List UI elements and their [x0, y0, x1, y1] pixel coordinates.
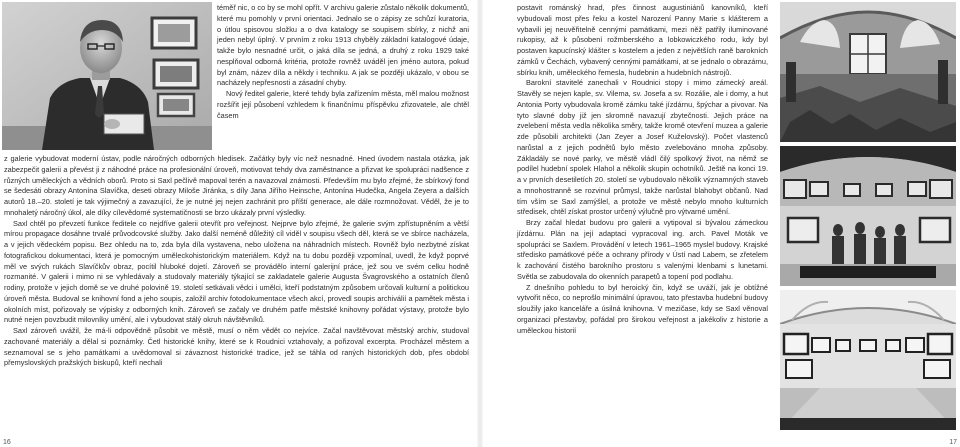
- left-top-column: [217, 3, 469, 121]
- left-paragraph-2: Nový ředitel galerie, které tehdy byla zařízením města, měl malou možnost rozšířit její působení vzhledem k finančnímu příspěvku zřizovatele, ale chtěl časem: [217, 89, 469, 120]
- construction-photo: [780, 2, 956, 142]
- left-wide-paragraph-2: Saxl chtěl po převzetí funkce ředitele co nejdříve galerii otevřít pro veřejnost. Nejprve bylo zřejmé, že galerie svým zpřístupněním a větší mírou propagace dosáhne trvalé průvodcovské služby. Jako další neméně důležitý cíl viděl v soupisu všech děl, která se ve sbírce nacházela, a v jejich vědeckém popisu. Bez ohledu na to, zda byla díla vystavena, nebo uložena na náhradních místech. Rovněž bylo nezbytné získat fotografickou dokumentaci, která je pomocným uměleckohistorickým materiálem. Když na tu dobu později vzpomínal, uvedl, že když poprvé měl ve svých rukách Slavíčkův obraz, pocítil hluboké dojetí. Zároveň se provádělo interní galerijní práce, jež sou ve svém celku hodně rozmanité. V galerii i mimo ni se vyhledávaly a studovaly materiály týkající se zakladatele galerie Augusta Švagrovského a ostatních členů rodiny, protože v jejich domě se ve druhé polovině 19. století setkávali vědci i umělci, kteří podstatným způsobem určovali kulturní a politickou úroveň města. Budoval se knihovní fond a jeho soupis, založil archiv fotodokumentace všech akcí, provedl soupis archiválií a pamětek města i okolních míst, pořizovaly se výpisky z odborných knih. Zároveň se začaly ve druhém patře městské knihovny pořádat výstavy, protože bylo nutné nejen povzbudit milovníky umění, ale i vybudovat stálý okruh návštěvníků.: [4, 218, 469, 325]
- exhibition-visitors-photo: [780, 146, 956, 286]
- right-column: [517, 3, 768, 336]
- right-paragraph-2: Barokní stavitelé zanechali v Roudnici stopy i mimo zámecký areál. Stavěly se nejen kaple, sv. Vilema, sv. Josefa a sv. Rozálie, ale i domy, a hut Antonia Porty vybudovala kromě zámku také jízdárnu, špýchar a pivovar. Na tyto slavné doby již jen skromně navazují zbytečnosti. Jejich práce na zvelebení města vedla několika směry, takže kromě otevření muzea a galerie zde působili architekti (Jan Zeyer a Josef Kuželovský). Počet vlastenců narůstal a z jejich podnětů bylo město zvelebováno mnoha způsoby. Základály se nové parky, ve městě vládl čilý spolkový život, na němž se podílel hudební spolek Hlahol a několik skupin ochotníků. Ještě na konci 19. a v prvních desetiletích 20. století se vybudovalo několik významných staveb a mnohostranně se rozvinul průmysl, takže narůstal blahobyt občanů. Nad tím vším se Saxl zamýšlel, a protože ve městě nebylo mnoho kulturních středisek, chtěl získat prostor určený výlučně pro výtvarné umění.: [517, 78, 768, 217]
- page-number-right: 17: [949, 439, 957, 446]
- right-paragraph-1: postavit románský hrad, přes činnost augustiniánů kanovníků, kteří vybudovali most přes řeku a kostel Narození Panny Marie s klášterem a vybavili jej neuvěřitelně cennými památkami, mezi něž patřily iluminované rukopisy, až k působení rožmberského a lobkowiczkého rodu, kdy byl postaven kapucínský klášter s kostelem a jeden z největších raně barokních zámků v Čechách, vybavený cennými památkami, at se jednalo o obrazárnu, sbírku knih, uměleckého řemesla, hudebnin a hudebních nástrojů.: [517, 3, 768, 77]
- left-wide-paragraph-1: z galerie vybudovat moderní ústav, podle náročných odborných hledisek. Začátky byly víc než nesnadné. Hned úvodem nastala otázka, jak zabezpečit galerii a převést ji z náhodné práce na profesionální úroveň, motivovat tehdy dva zaměstnance a přizvat ke spolupráci nadšence z různých uměleckých a vědních oborů. Proto si Saxl pečlivě mapoval terén a navazoval známosti. Především mu bylo zřejmé, že sbírkový fond se šedesáti obrazy Antonína Slavíčka, deseti obrazy Miloše Jiránka, s díly Jana Jiřího Heinsche, Antonína Hudečka, Angela Zeyera a dalších autorů 18.–20. století je tak výjimečný a zavazující, že je nutné jej nejen zachránit pro příští generace, ale dále rozmnožovat. Věděl, že je to mnohaletý náročný úkol, ale díky cílevědomé systematičnosti se brzo ukázaly první výsledky.: [4, 154, 469, 217]
- exhibition-hall-photo: [780, 290, 956, 430]
- page-number-left: 16: [3, 439, 11, 446]
- left-wide-paragraph-3: Saxl zároveň uvážil, že má-li odpovědně působit ve městě, musí o něm vědět co nejvíce. Začal navštěvovat městský archiv, studoval zachované materiály a dělal si poznámky. Četl historické knihy, které se k Roudnici vztahovaly, a pořizoval excerpta. Procházel městem a seznamoval se s jeho památkami a uvědomoval si závaznost historické tradice, jež se táhla od raných historických dob, přes období přemyslovských pražských biskupů, kteří nechali: [4, 326, 469, 368]
- left-paragraph-1: téměř nic, o co by se mohl opřít. V archivu galerie zůstalo několik dokumentů, které mu pomohly v první orientaci. Jednalo se o zápisy ze schůzí kuratoria, o útlou spisovou složku a o dva katalogy se soupisem sbírky, z nichž ani jeden nebyl úplný. V prvním z roku 1913 chyběly základní katalogové údaje, takže bylo nesnadné určit, o jaká díla se jedná, a druhý z roku 1929 také nesplňoval odborná kritéria, protože rovněž uváděl jen jméno autora, pokud byl znám, název díla a někdy i techniku. A jak se později ukázalo, v obou se nacházely nepřesnosti a zásadní chyby.: [217, 3, 469, 88]
- left-wide-column: [4, 154, 469, 369]
- book-gutter: [477, 0, 483, 447]
- right-paragraph-4: Z dnešního pohledu to byl heroický čin, když se uváží, jak je obtížné vytvořit něco, co neprošlo minimální úpravou, tato přestavba hudební budovy sloužily jako kanceláře a úsilná knihovna. V mezičase, kdy se Saxl věnoval organizaci přestavby, pořádal pro širokou veřejnost a jakékoliv z historie a uměleckou historií: [517, 282, 768, 335]
- right-paragraph-3: Brzy začal hledat budovu pro galerii a vytipoval si bývalou zámeckou jízdárnu. Plán na její adaptaci vypracoval ing. arch. Pavel Moták ve spolupráci se Saxlem. Provádění v letech 1961–1965 myslel budovy. Krajské středisko památkové péče a ochrany přírody v Ústí nad Labem, se zřetelem k zachování čistého barokního prostoru s valenými klenbami s lunetami. Světla se zabudovala do okenních parapetů a topení pod podlahu.: [517, 218, 768, 281]
- portrait-photo: [2, 2, 212, 150]
